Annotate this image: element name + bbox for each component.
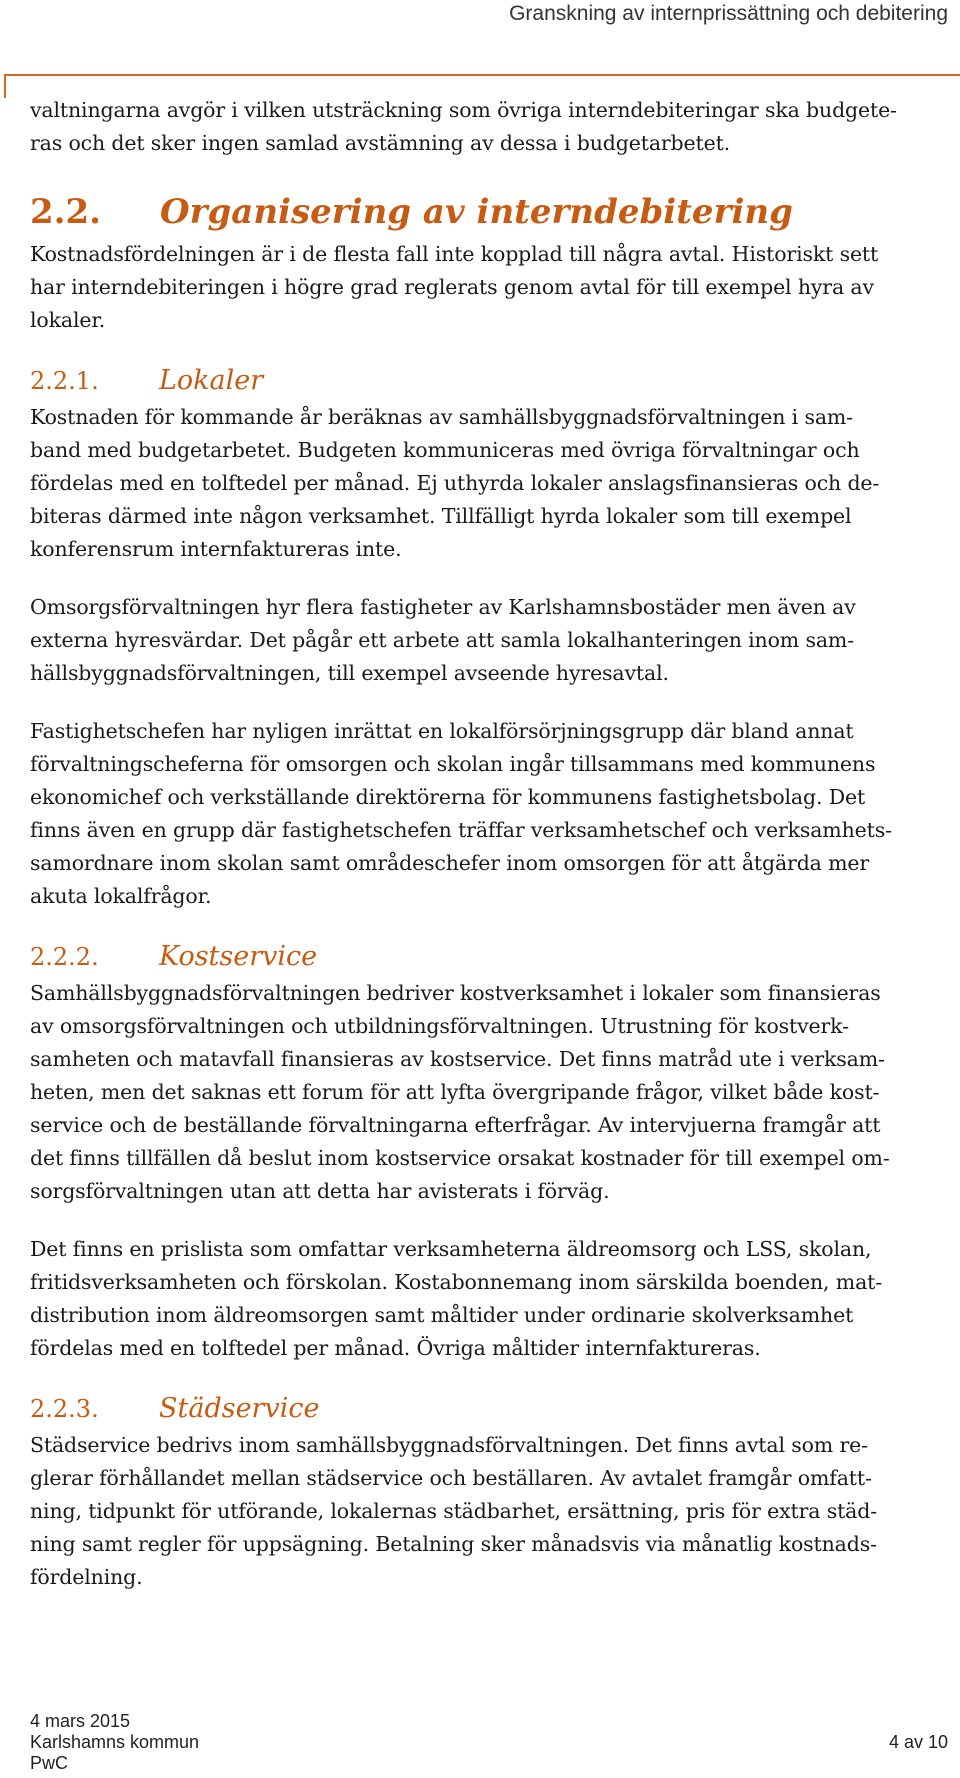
section-number: 2.2. [30, 192, 101, 232]
text-line: har interndebiteringen i högre grad reglerats genom avtal för till exempel hyra av [30, 275, 874, 299]
text-line: valtningarna avgör i vilken utsträckning som övriga interndebiteringar ska budgete- [30, 98, 897, 122]
text-line: samheten och matavfall finansieras av kostservice. Det finns matråd ute i verksam- [30, 1047, 885, 1071]
text-line: band med budgetarbetet. Budgeten kommuniceras med övriga förvaltningar och [30, 438, 860, 462]
text-line: fördelas med en tolftedel per månad. Övriga måltider internfaktureras. [30, 1336, 761, 1360]
text-line: fördelas med en tolftedel per månad. Ej uthyrda lokaler anslagsfinansieras och de- [30, 471, 880, 495]
footer-firm: PwC [30, 1753, 69, 1773]
paragraph-2-2-3 [30, 1429, 940, 1594]
text-line: distribution inom äldreomsorgen samt måltider under ordinarie skolverksamhet [30, 1303, 854, 1327]
text-line: Städservice bedrivs inom samhällsbyggnadsförvaltningen. Det finns avtal som re- [30, 1433, 868, 1457]
section-title: Lokaler [159, 365, 264, 396]
text-line: sorgsförvaltningen utan att detta har avisterats i förväg. [30, 1179, 610, 1203]
paragraph-2-2-1-c [30, 715, 940, 913]
section-title: Kostservice [159, 941, 318, 972]
text-line: förvaltningscheferna för omsorgen och skolan ingår tillsammans med kommunens [30, 752, 876, 776]
text-line: Omsorgsförvaltningen hyr flera fastigheter av Karlshamnsbostäder men även av [30, 595, 856, 619]
text-line: fördelning. [30, 1565, 143, 1589]
page-footer [30, 1711, 948, 1774]
header-rule-tick [4, 74, 6, 98]
text-line: Kostnaden för kommande år beräknas av samhällsbyggnadsförvaltningen i sam- [30, 405, 853, 429]
heading-2-2 [30, 192, 940, 232]
text-line: service och de beställande förvaltningarna efterfrågar. Av intervjuerna framgår att [30, 1113, 881, 1137]
paragraph-2-2-1-a [30, 401, 940, 566]
page-body [30, 94, 940, 1594]
paragraph-2-2-1-b [30, 591, 940, 690]
text-line: glerar förhållandet mellan städservice och beställaren. Av avtalet framgår omfatt- [30, 1466, 872, 1490]
running-header-title: Granskning av internprissättning och debitering [509, 2, 948, 25]
text-line: akuta lokalfrågor. [30, 884, 212, 908]
section-number: 2.2.2. [30, 943, 99, 971]
text-line: ning, tidpunkt för utförande, lokalernas städbarhet, ersättning, pris för extra städ- [30, 1499, 877, 1523]
text-line: heten, men det saknas ett forum för att lyfta övergripande frågor, vilket både kost- [30, 1080, 880, 1104]
text-line: fritidsverksamheten och förskolan. Kostabonnemang inom särskilda boenden, mat- [30, 1270, 883, 1294]
section-number: 2.2.3. [30, 1395, 99, 1423]
text-line: av omsorgsförvaltningen och utbildningsförvaltningen. Utrustning för kostverk- [30, 1014, 849, 1038]
text-line: det finns tillfällen då beslut inom kostservice orsakat kostnader för till exempel om- [30, 1146, 890, 1170]
text-line: finns även en grupp där fastighetschefen träffar verksamhetschef och verksamhets- [30, 818, 892, 842]
heading-2-2-1 [30, 363, 940, 399]
footer-date: 4 mars 2015 [30, 1711, 131, 1731]
intro-paragraph [30, 94, 940, 160]
header-rule [4, 74, 960, 76]
text-line: hällsbyggnadsförvaltningen, till exempel avseende hyresavtal. [30, 661, 669, 685]
text-line: externa hyresvärdar. Det pågår ett arbete att samla lokalhanteringen inom sam- [30, 628, 854, 652]
paragraph-2-2-2-b [30, 1233, 940, 1365]
text-line: Det finns en prislista som omfattar verksamheterna äldreomsorg och LSS, skolan, [30, 1237, 872, 1261]
paragraph-2-2 [30, 238, 940, 337]
text-line: ning samt regler för uppsägning. Betalning sker månadsvis via månatlig kostnads- [30, 1532, 877, 1556]
text-line: ekonomichef och verkställande direktörerna för kommunens fastighetsbolag. Det [30, 785, 866, 809]
page-number: 4 av 10 [888, 1732, 948, 1752]
heading-2-2-2 [30, 939, 940, 975]
heading-2-2-3 [30, 1391, 940, 1427]
text-line: ras och det sker ingen samlad avstämning av dessa i budgetarbetet. [30, 131, 731, 155]
section-number: 2.2.1. [30, 367, 99, 395]
text-line: Kostnadsfördelningen är i de flesta fall inte kopplad till några avtal. Historiskt sett [30, 242, 879, 266]
section-title: Organisering av interndebitering [160, 192, 793, 232]
section-title: Städservice [159, 1393, 320, 1424]
paragraph-2-2-2-a [30, 977, 940, 1208]
text-line: Samhällsbyggnadsförvaltningen bedriver kostverksamhet i lokaler som finansieras [30, 981, 881, 1005]
text-line: Fastighetschefen har nyligen inrättat en lokalförsörjningsgrupp där bland annat [30, 719, 854, 743]
text-line: lokaler. [30, 308, 106, 332]
text-line: samordnare inom skolan samt områdeschefer inom omsorgen för att åtgärda mer [30, 851, 870, 875]
text-line: biteras därmed inte någon verksamhet. Tillfälligt hyrda lokaler som till exempel [30, 504, 852, 528]
footer-organization: Karlshamns kommun [30, 1732, 200, 1752]
text-line: konferensrum internfaktureras inte. [30, 537, 402, 561]
